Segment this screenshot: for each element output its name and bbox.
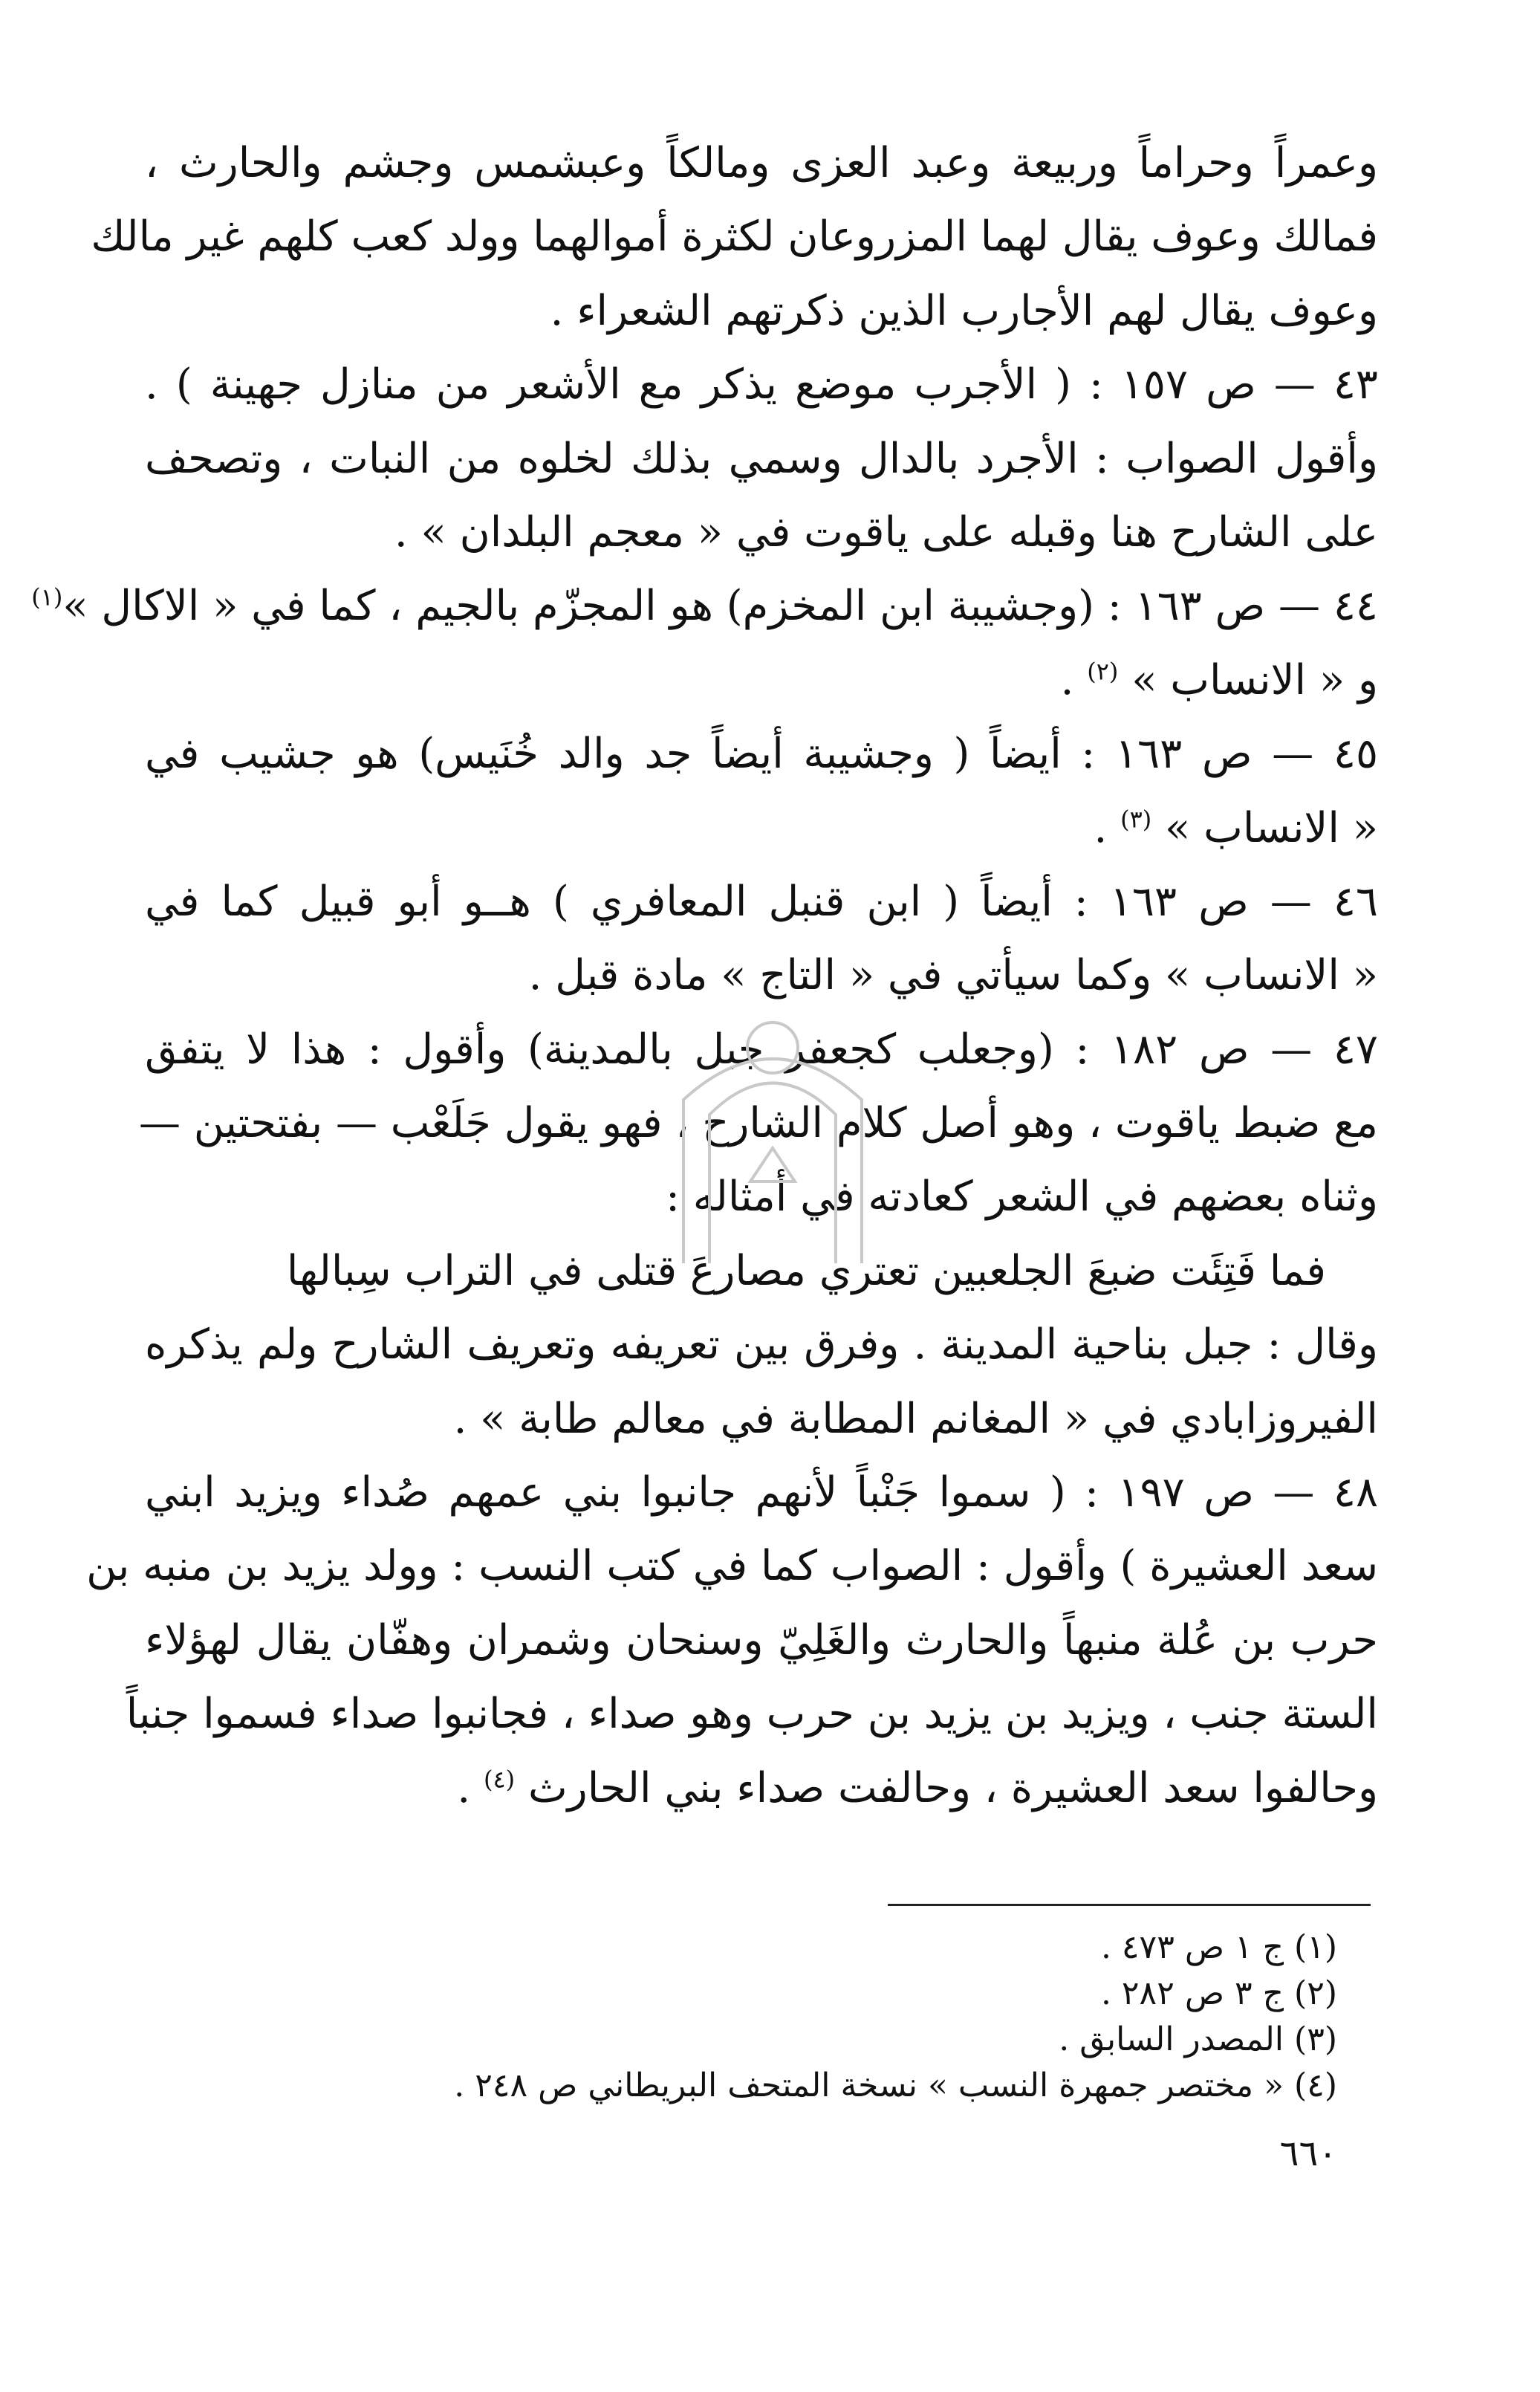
text-line: « الانساب » $^{(٣)}$ . [1094,803,1378,852]
text-line-content: و « الانساب » [1131,655,1378,704]
text-line: حرب بن عُلة منبهاً والحارث والغَلِيّ وسنحان وشمران وهفّان يقال لهؤلاء [145,1615,1378,1665]
text-line: ٤٣ — ص ١٥٧ : ( الأجرب موضع يذكر مع الأشعر من منازل جهينة ) . [145,360,1378,409]
text-line: وعوف يقال لهم الأجارب الذين ذكرتهم الشعراء . [550,286,1378,335]
text-line: وأقول الصواب : الأجرد بالدال وسمي بذلك لخلوه من النبات ، وتصحف [145,434,1378,483]
footnote-marker: (٤) [483,1764,516,1793]
text-line: مع ضبط ياقوت ، وهو أصل كلام الشارح ، فهو يقول جَلَعْب — بفتحتين — [138,1099,1378,1148]
text-line: الستة جنب ، ويزيد بن يزيد بن حرب وهو صداء ، فجانبوا صداء فسموا جنباً [126,1690,1378,1739]
footnote-item: (٢) ج ٣ ص ٢٨٢ . [1100,1974,1337,2012]
text-line: وحالفوا سعد العشيرة ، وحالفت صداء بني الحارث $^{(٤)}$ . [457,1763,1378,1812]
text-line: و « الانساب » $^{(٢)}$ . [1060,655,1378,704]
main-text [31,126,1379,1825]
footnotes [371,1925,1337,2109]
text-line: ٤٧ — ص ١٨٢ : (وجعلب كجعفر جبل بالمدينة) وأقول : هذا لا يتفق [145,1025,1378,1074]
footnote-marker: (٢) [1087,657,1119,686]
text-line-content: وحالفوا سعد العشيرة ، وحالفت صداء بني الحارث [527,1763,1378,1812]
text-line: وقال : جبل بناحية المدينة . وفرق بين تعريفه وتعريف الشارح ولم يذكره [145,1320,1378,1370]
text-line-content: « الانساب » [1165,803,1378,852]
poetry-verse: فما فَتِئَت ضبعَ الجلعبين تعتري مصارعَ قتلى في التراب سِبالها [286,1246,1326,1295]
text-line: على الشارح هنا وقبله على ياقوت في « معجم البلدان » . [394,508,1378,557]
text-line: وثناه بعضهم في الشعر كعادته في أمثاله : [666,1173,1378,1222]
text-line: وعمراً وحراماً وربيعة وعبد العزى ومالكاً وعبشمس وجشم والحارث ، [145,139,1378,187]
footnote-divider [888,1904,1371,1906]
footnote-item: (٣) المصدر السابق . [1059,2020,1337,2058]
footnote-marker: (١) [31,583,63,612]
footnote-item: (١) ج ١ ص ٤٧٣ . [1100,1928,1337,1966]
text-line: سعد العشيرة ) وأقول : الصواب كما في كتب النسب : وولد يزيد بن منبه بن [86,1542,1378,1591]
page-number: ٦٦٠ [1279,2133,1337,2174]
text-line: الفيروزابادي في « المغانم المطابة في معالم طابة » . [453,1394,1378,1443]
text-line: ٤٥ — ص ١٦٣ : أيضاً ( وجشيبة أيضاً جد والد خُنَيس) هو جشيب في [145,730,1379,779]
text-line: « الانساب » وكما سيأتي في « التاج » مادة قبل . [528,951,1378,1000]
text-line: فمالك وعوف يقال لهما المزروعان لكثرة أموالهما وولد كعب كلهم غير مالك [91,213,1378,262]
text-line: ٤٦ — ص ١٦٣ : أيضاً ( ابن قنبل المعافري ) هــو أبو قبيل كما في [145,877,1378,926]
footnote-marker: (٣) [1120,804,1152,833]
footnote-item: (٤) « مختصر جمهرة النسب » نسخة المتحف البريطاني ص ٢٤٨ . [454,2067,1337,2104]
text-line: ٤٨ — ص ١٩٧ : ( سموا جَنْباً لأنهم جانبوا بني عمهم صُداء ويزيد ابني [145,1468,1379,1517]
text-line-content: ٤٤ — ص ١٦٣ : (وجشيبة ابن المخزم) هو المجزّم بالجيم ، كما في « الاكال » [62,582,1378,631]
text-line [31,569,1378,643]
